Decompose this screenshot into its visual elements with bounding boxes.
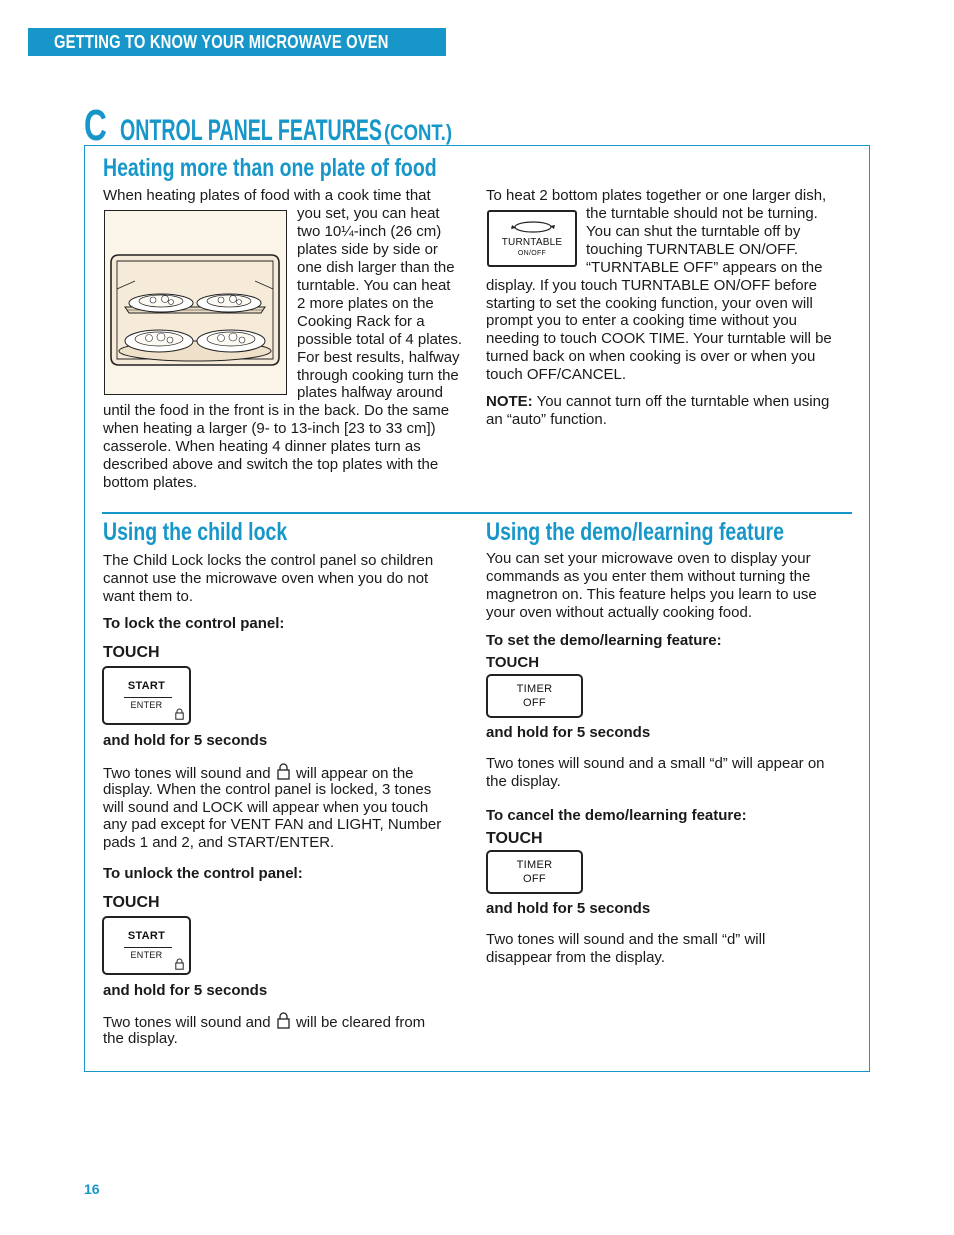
- title-first-letter: C: [84, 100, 107, 148]
- heating-text-line: Cooking Rack for a: [297, 313, 425, 330]
- heating-text-line: plates side by side or: [297, 241, 438, 258]
- unlock-hold-text: and hold for 5 seconds: [103, 982, 268, 999]
- heating-text-line: When heating plates of food with a cook time that: [103, 187, 431, 204]
- lock-icon: [277, 1012, 290, 1029]
- demo-intro-line: magnetron on. This feature helps you learn to use: [486, 586, 817, 603]
- turntable-text-line: “TURNTABLE OFF” appears on the: [586, 259, 823, 276]
- heating-text-line: casserole. When heating 4 dinner plates turn as: [103, 438, 421, 455]
- demo-cancel-heading: To cancel the demo/learning feature:: [486, 807, 747, 824]
- timer-off-button[interactable]: [486, 850, 583, 894]
- turntable-on-off-button[interactable]: [487, 210, 577, 267]
- note-text: You cannot turn off the turntable when using: [532, 393, 830, 410]
- heating-text-line: bottom plates.: [103, 474, 198, 491]
- heating-text-line: you set, you can heat: [297, 205, 440, 222]
- demo-cancel-result-line: Two tones will sound and the small “d” will: [486, 931, 766, 948]
- lock-result-a: Two tones will sound and: [103, 765, 275, 782]
- oven-interior-drawing: [105, 211, 285, 393]
- timer-pad-label: TIMER: [516, 683, 553, 695]
- lock-result-line: pads 1 and 2, and START/ENTER.: [103, 834, 335, 851]
- start-pad-sub: ENTER: [130, 950, 163, 960]
- lock-heading: To lock the control panel:: [103, 615, 285, 632]
- lock-icon: [175, 958, 184, 970]
- demo-set-result-line: Two tones will sound and a small “d” will appear on: [486, 755, 825, 772]
- turntable-text-line: touching TURNTABLE ON/OFF.: [586, 241, 799, 258]
- timer-pad-sub: OFF: [523, 697, 546, 709]
- child-lock-intro-line: The Child Lock locks the control panel so children: [103, 552, 434, 569]
- child-lock-intro-line: cannot use the microwave oven when you do not: [103, 570, 429, 587]
- demo-intro-line: your oven without actually cooking food.: [486, 604, 752, 621]
- start-pad-rule: [124, 697, 172, 698]
- heating-text-line: described above and switch the top plates with the: [103, 456, 439, 473]
- turntable-text-line: turned back on when cooking is over or when you: [486, 348, 816, 365]
- start-pad-label: START: [127, 680, 166, 692]
- demo-set-result-line: the display.: [486, 773, 561, 790]
- unlock-result-line: the display.: [103, 1030, 178, 1047]
- turntable-text-line: starting to set the cooking function, your oven will: [486, 295, 813, 312]
- turntable-pad-sub: ON/OFF: [517, 250, 547, 257]
- demo-set-touch-label: TOUCH: [486, 654, 540, 671]
- turntable-text-line: prompt you to enter a cooking time without you: [486, 312, 798, 329]
- timer-off-button[interactable]: [486, 674, 583, 718]
- demo-set-hold-text: and hold for 5 seconds: [486, 724, 651, 741]
- page-number: 16: [84, 1181, 100, 1197]
- page-title-text: [84, 100, 464, 148]
- unlock-heading: To unlock the control panel:: [103, 865, 303, 882]
- section-header-bar: [28, 28, 446, 56]
- lock-touch-label: TOUCH: [103, 644, 160, 661]
- heating-text-line: one dish larger than the: [297, 259, 455, 276]
- turntable-text-line: You can shut the turntable off by: [586, 223, 801, 240]
- unlock-result-a: Two tones will sound and: [103, 1014, 275, 1031]
- oven-plates-illustration: [104, 210, 287, 395]
- heating-text-line: two 10¼-inch (26 cm): [297, 223, 442, 240]
- demo-title: Using the demo/learning feature: [486, 518, 784, 546]
- demo-cancel-touch-label: TOUCH: [486, 830, 543, 847]
- turntable-text-line: touch OFF/CANCEL.: [486, 366, 627, 383]
- heating-text-line: possible total of 4 plates.: [297, 331, 463, 348]
- lock-icon: [175, 708, 184, 720]
- heating-text-line: plates halfway around: [297, 384, 443, 401]
- child-lock-intro-line: want them to.: [103, 588, 194, 605]
- turntable-text-line: To heat 2 bottom plates together or one larger dish,: [486, 187, 827, 204]
- heating-text-line: turntable. You can heat: [297, 277, 451, 294]
- turntable-text-line: the turntable should not be turning.: [586, 205, 818, 222]
- heating-text-line: 2 more plates on the: [297, 295, 434, 312]
- demo-cancel-hold-text: and hold for 5 seconds: [486, 900, 651, 917]
- unlock-result-line: [103, 1012, 425, 1032]
- lock-result-line: will sound and LOCK will appear when you touch: [103, 799, 429, 816]
- start-enter-button[interactable]: [102, 666, 191, 725]
- section-divider: [102, 512, 852, 514]
- turntable-text-line: display. If you touch TURNTABLE ON/OFF before: [486, 277, 817, 294]
- section-header-label: GETTING TO KNOW YOUR MICROWAVE OVEN: [54, 32, 389, 52]
- lock-result-line: any pad except for VENT FAN and LIGHT, Number: [103, 816, 442, 833]
- timer-pad-label: TIMER: [516, 859, 553, 871]
- unlock-result-b: will be cleared from: [291, 1014, 426, 1031]
- demo-intro-line: You can set your microwave oven to display your: [486, 550, 811, 567]
- lock-result-line: [103, 763, 414, 783]
- start-pad-sub: ENTER: [130, 700, 163, 710]
- lock-result-line: display. When the control panel is locked, 3 tones: [103, 781, 432, 798]
- lock-icon: [277, 763, 290, 780]
- start-pad-rule: [124, 947, 172, 948]
- title-rest: ONTROL PANEL FEATURES: [120, 114, 382, 147]
- lock-result-b: will appear on the: [291, 765, 414, 782]
- start-enter-button[interactable]: [102, 916, 191, 975]
- unlock-touch-label: TOUCH: [103, 894, 160, 911]
- turntable-note-line2: an “auto” function.: [486, 411, 607, 428]
- demo-cancel-result-line: disappear from the display.: [486, 949, 665, 966]
- lock-hold-text: and hold for 5 seconds: [103, 732, 268, 749]
- demo-set-heading: To set the demo/learning feature:: [486, 632, 722, 649]
- start-pad-label: START: [127, 930, 166, 942]
- title-cont: (CONT.): [384, 120, 452, 145]
- heating-text-line: For best results, halfway: [297, 349, 460, 366]
- heating-text-line: when heating a larger (9- to 13-inch [23 to 33 cm]): [103, 420, 436, 437]
- note-label: NOTE:: [486, 393, 533, 410]
- page-title: [84, 100, 464, 148]
- child-lock-title: Using the child lock: [103, 518, 288, 546]
- turntable-pad-label: TURNTABLE: [501, 237, 563, 248]
- heating-section-title: Heating more than one plate of food: [103, 154, 437, 182]
- demo-intro-line: commands as you enter them without turning the: [486, 568, 811, 585]
- timer-pad-sub: OFF: [523, 873, 546, 885]
- turntable-note: [486, 393, 829, 411]
- heating-text-line: through cooking turn the: [297, 367, 459, 384]
- heating-text-line: until the food in the front is in the back. Do the same: [103, 402, 450, 419]
- turntable-text-line: needing to touch COOK TIME. Your turntable will be: [486, 330, 832, 347]
- turntable-rotate-icon: [508, 219, 558, 235]
